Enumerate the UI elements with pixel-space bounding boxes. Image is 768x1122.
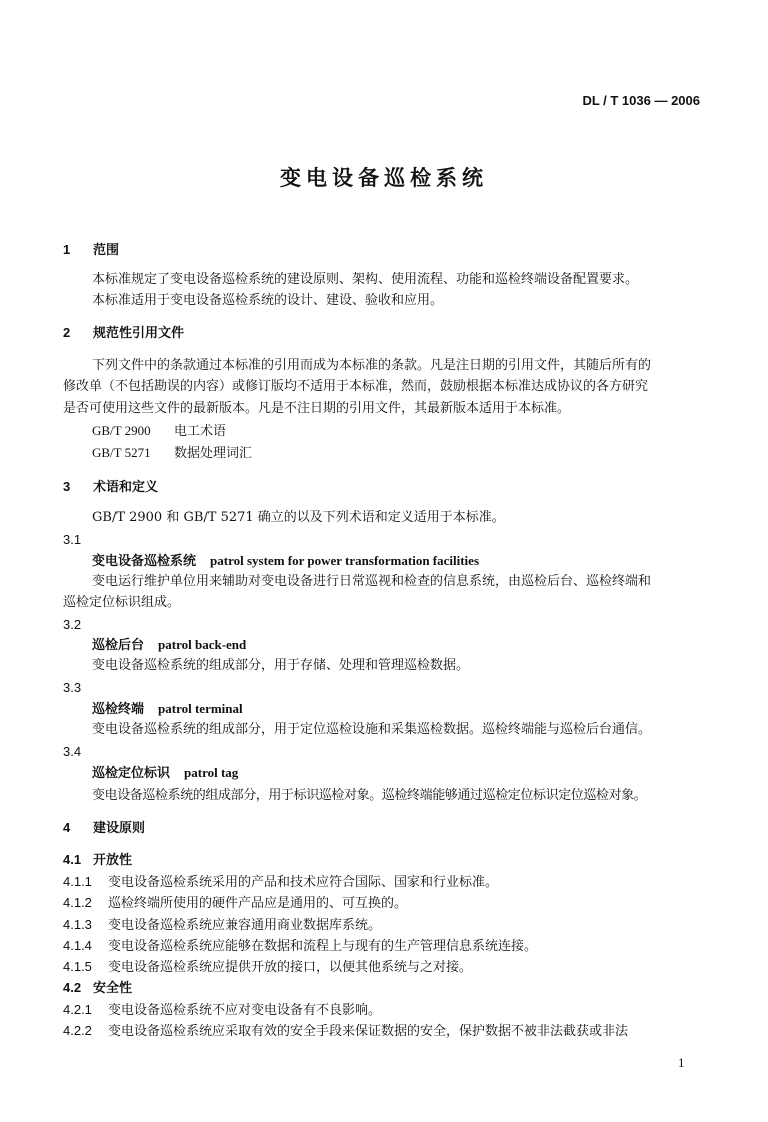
- term-en: patrol terminal: [158, 701, 243, 716]
- clause-number: 4.2.2: [63, 1023, 92, 1038]
- term-heading: [92, 553, 479, 570]
- clause-text: 变电设备巡检系统应采取有效的安全手段来保证数据的安全，保护数据不被非法截获或非法: [108, 1024, 629, 1039]
- clause: [63, 959, 472, 976]
- reference-name: 数据处理词汇: [174, 446, 253, 461]
- term-number: 3.1: [63, 532, 82, 547]
- clause-number: 4.1.3: [63, 917, 92, 932]
- clause: [63, 938, 537, 955]
- clause-number: 4.1.5: [63, 959, 92, 974]
- paragraph-line: 下列文件中的条款通过本标准的引用而成为本标准的条款。凡是注日期的引用文件，其随后所有的: [92, 358, 652, 373]
- definition-line: 巡检定位标识组成。: [63, 595, 181, 610]
- section-title: 范围: [93, 243, 120, 258]
- term-zh: 巡检定位标识: [92, 766, 171, 781]
- section-heading: [63, 242, 119, 259]
- reference-name: 电工术语: [174, 424, 227, 439]
- term-heading: [92, 765, 238, 782]
- subsection-heading: [63, 852, 132, 869]
- section-title: 建设原则: [93, 821, 146, 836]
- page-number: 1: [678, 1055, 685, 1070]
- term-zh: 巡检后台: [92, 638, 145, 653]
- paragraph-line: 修改单（不包括勘误的内容）或修订版均不适用于本标准，然而，鼓励根据本标准达成协议的各方研究: [63, 379, 649, 394]
- definition-line: 变电运行维护单位用来辅助对变电设备进行日常巡视和检查的信息系统，由巡检后台、巡检终端和: [92, 574, 652, 589]
- clause: [63, 1023, 628, 1040]
- subsection-title: 安全性: [93, 981, 133, 996]
- section-title: 规范性引用文件: [93, 326, 185, 341]
- reference-item: [92, 423, 226, 440]
- clause-number: 4.1.4: [63, 938, 92, 953]
- term-en: patrol back-end: [158, 637, 247, 652]
- section-title: 术语和定义: [93, 480, 159, 495]
- clause-text: 变电设备巡检系统不应对变电设备有不良影响。: [108, 1003, 382, 1018]
- clause: [63, 874, 498, 891]
- section-heading: [63, 479, 158, 496]
- term-number: 3.4: [63, 744, 82, 759]
- term-zh: 变电设备巡检系统: [92, 554, 197, 569]
- clause-number: 4.2.1: [63, 1002, 92, 1017]
- clause-text: 变电设备巡检系统应兼容通用商业数据库系统。: [108, 918, 382, 933]
- section-number: 3: [63, 479, 71, 494]
- clause-text: 变电设备巡检系统应提供开放的接口，以便其他系统与之对接。: [108, 960, 473, 975]
- term-en: patrol system for power transformation facilities: [210, 553, 479, 568]
- section-number: 2: [63, 325, 71, 340]
- paragraph-line: 是否可使用这些文件的最新版本。凡是不注日期的引用文件，其最新版本适用于本标准。: [63, 401, 571, 416]
- reference-code: GB/T 5271: [92, 445, 151, 460]
- definition-line: 变电设备巡检系统的组成部分，用于存储、处理和管理巡检数据。: [92, 658, 470, 673]
- clause-text: 变电设备巡检系统应能够在数据和流程上与现有的生产管理信息系统连接。: [108, 939, 538, 954]
- term-number: 3.2: [63, 617, 82, 632]
- doc-number: DL / T 1036 — 2006: [582, 93, 700, 108]
- page-title: 变电设备巡检系统: [280, 166, 488, 190]
- clause-number: 4.1.1: [63, 874, 92, 889]
- subsection-number: 4.2: [63, 980, 82, 995]
- section-number: 1: [63, 242, 71, 257]
- term-en: patrol tag: [184, 765, 239, 780]
- clause-text: 变电设备巡检系统采用的产品和技术应符合国际、国家和行业标准。: [108, 875, 499, 890]
- section-heading: [63, 820, 145, 837]
- definition-line: 变电设备巡检系统的组成部分，用于标识巡检对象。巡检终端能够通过巡检定位标识定位巡检对象。: [92, 788, 647, 803]
- clause: [63, 1002, 381, 1019]
- clause-text: 巡检终端所使用的硬件产品应是通用的、可互换的。: [108, 896, 408, 911]
- clause: [63, 895, 407, 912]
- term-heading: [92, 637, 246, 654]
- paragraph-line: 本标准适用于变电设备巡检系统的设计、建设、验收和应用。: [92, 293, 444, 308]
- clause-number: 4.1.2: [63, 895, 92, 910]
- subsection-number: 4.1: [63, 852, 82, 867]
- subsection-heading: [63, 980, 132, 997]
- section-number: 4: [63, 820, 71, 835]
- section-heading: [63, 325, 184, 342]
- subsection-title: 开放性: [93, 853, 133, 868]
- paragraph-line: GB/T 2900 和 GB/T 5271 确立的以及下列术语和定义适用于本标准。: [92, 510, 505, 525]
- definition-line: 变电设备巡检系统的组成部分，用于定位巡检设施和采集巡检数据。巡检终端能与巡检后台通信。: [92, 722, 652, 737]
- reference-item: [92, 445, 252, 462]
- paragraph-line: 本标准规定了变电设备巡检系统的建设原则、架构、使用流程、功能和巡检终端设备配置要求。: [92, 272, 639, 287]
- term-zh: 巡检终端: [92, 702, 145, 717]
- clause: [63, 917, 381, 934]
- term-heading: [92, 701, 243, 718]
- term-number: 3.3: [63, 680, 82, 695]
- reference-code: GB/T 2900: [92, 423, 151, 438]
